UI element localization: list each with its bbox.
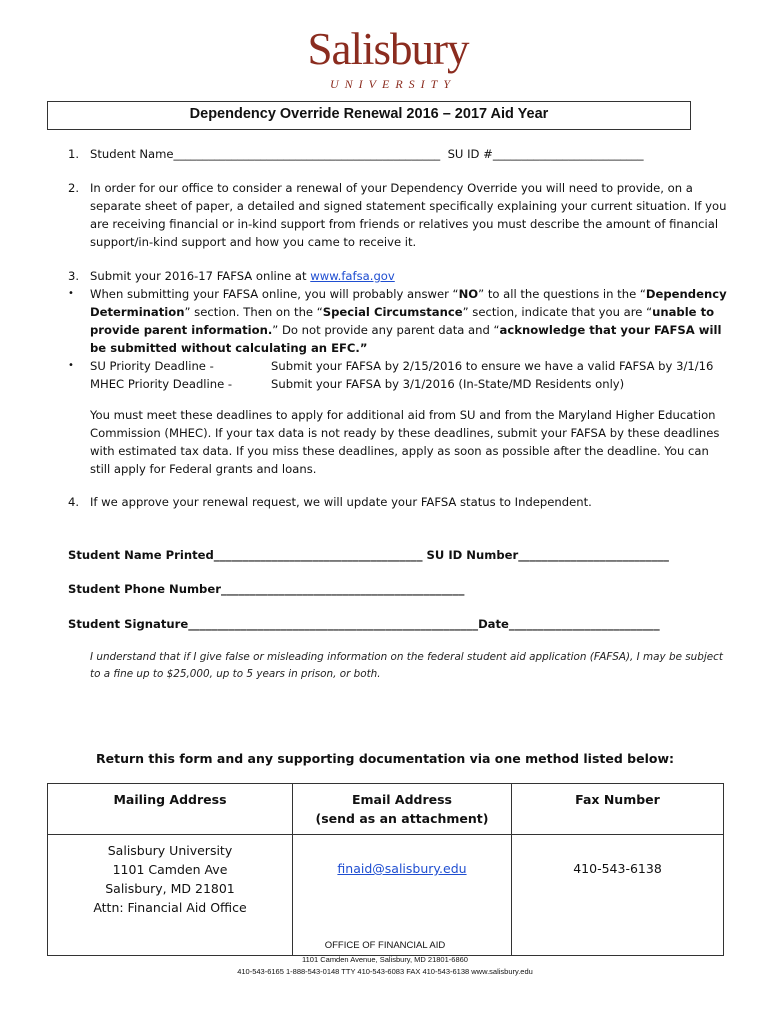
mhec-deadline-label: MHEC Priority Deadline - xyxy=(90,377,233,391)
student-name-field[interactable]: ______________________________________________ xyxy=(173,147,441,161)
return-heading: Return this form and any supporting documentation via one method listed below: xyxy=(96,751,674,766)
logo-name: Salisbury xyxy=(307,24,469,74)
address-line: 1101 Camden Ave xyxy=(112,862,228,877)
fafsa-link[interactable]: www.fafsa.gov xyxy=(310,269,395,283)
footer-address: 1101 Camden Avenue, Salisbury, MD 21801-6860 xyxy=(302,955,468,964)
phone-row xyxy=(68,580,464,598)
disclaimer: I understand that if I give false or misleading information on the federal student aid application (FAFSA), I may be subject to a fine up to $25,000, up to 5 years in prison, or both. xyxy=(90,651,723,680)
signature-row xyxy=(68,615,660,633)
address-line: Salisbury, MD 21801 xyxy=(105,881,235,896)
address-line: Attn: Financial Aid Office xyxy=(93,900,247,915)
printed-name-label: Student Name Printed xyxy=(68,548,214,562)
su-deadline-text: Submit your FAFSA by 2/15/2016 to ensure we have a valid FAFSA by 3/1/16 xyxy=(271,359,714,373)
email-header-sub: (send as an attachment) xyxy=(315,811,489,826)
footer-office: OFFICE OF FINANCIAL AID xyxy=(324,940,446,951)
fax-cell xyxy=(512,835,724,956)
su-deadline-label: SU Priority Deadline - xyxy=(90,359,214,373)
bullet-2-glyph: • xyxy=(68,360,74,371)
page-title: Dependency Override Renewal 2016 – 2017 Aid Year xyxy=(47,101,691,130)
email-link[interactable]: finaid@salisbury.edu xyxy=(337,861,467,876)
phone-label: Student Phone Number xyxy=(68,582,221,596)
su-id-field[interactable]: __________________________ xyxy=(492,147,644,161)
bullet-deadlines xyxy=(68,357,728,393)
item-4-number: 4. xyxy=(68,495,80,509)
submission-methods-table xyxy=(47,783,724,956)
email-cell xyxy=(293,835,512,956)
item-2 xyxy=(68,179,728,253)
footer-phones: 410-543-6165 1-888-543-0148 TTY 410-543-6083 FAX 410-543-6138 www.salisbury.edu xyxy=(237,967,533,976)
item-3-number: 3. xyxy=(68,269,80,283)
item-4-text: If we approve your renewal request, we will update your FAFSA status to Independent. xyxy=(90,495,592,509)
email-address-header: Email Address (send as an attachment) xyxy=(293,784,512,835)
item-2-number: 2. xyxy=(68,181,80,195)
item-4 xyxy=(68,493,728,511)
address-line: Salisbury University xyxy=(107,843,233,858)
bullet-fafsa-instructions xyxy=(68,285,728,357)
su-id-number-field[interactable]: __________________________ xyxy=(518,548,669,562)
item-2-text: In order for our office to consider a renewal of your Dependency Override you will need to provide, on a separate sheet of paper, a detailed and signed statement specifically explaining your current situation. If you are receiving financial or in-kind support from friends or relatives you must describe the amount of financial support/in-kind support and how you came to receive it. xyxy=(90,181,727,249)
printed-name-field[interactable]: ____________________________________ xyxy=(213,548,423,562)
bullet-1-glyph: • xyxy=(68,288,74,299)
date-label: Date xyxy=(478,617,509,631)
bullet-1-text: When submitting your FAFSA online, you will probably answer “NO” to all the questions in the “Dependency Determination” section. Then on the “Special Circumstance” section, indicate that you are “unable to provide parent information.” Do not provide any parent data and “acknowledge that your FAFSA will be submitted without calculating an EFC.” xyxy=(90,287,727,355)
signature-label: Student Signature xyxy=(68,617,189,631)
fax-number: 410-543-6138 xyxy=(573,861,662,876)
su-id-number-label: SU ID Number xyxy=(426,548,519,562)
item-3 xyxy=(68,267,728,285)
signature-field[interactable]: __________________________________________________ xyxy=(188,617,479,631)
methods-header-row xyxy=(48,784,724,835)
mailing-address-header: Mailing Address xyxy=(48,784,293,835)
student-name-label: Student Name xyxy=(90,147,174,161)
logo-subtitle: UNIVERSITY xyxy=(330,77,456,91)
mailing-address-cell xyxy=(48,835,293,956)
date-field[interactable]: __________________________ xyxy=(508,617,660,631)
item-1 xyxy=(68,145,728,163)
item-1-number: 1. xyxy=(68,147,80,161)
salisbury-logo xyxy=(288,25,488,89)
mhec-deadline-text: Submit your FAFSA by 3/1/2016 (In-State/MD Residents only) xyxy=(271,377,625,391)
su-id-label: SU ID # xyxy=(447,147,493,161)
deadline-paragraph: You must meet these deadlines to apply for additional aid from SU and from the Maryland Higher Education Commission (MHEC). If your tax data is not ready by these deadlines, submit your FAFSA by these deadlines with estimated tax data. If you miss these deadlines, apply as soon as possible after the deadline. You can still apply for Federal grants and loans. xyxy=(90,408,720,476)
item-3-text: Submit your 2016-17 FAFSA online at xyxy=(90,269,307,283)
printed-name-row xyxy=(68,546,669,564)
methods-value-row xyxy=(48,835,724,956)
fax-number-header: Fax Number xyxy=(512,784,724,835)
phone-field[interactable]: __________________________________________ xyxy=(220,582,465,596)
